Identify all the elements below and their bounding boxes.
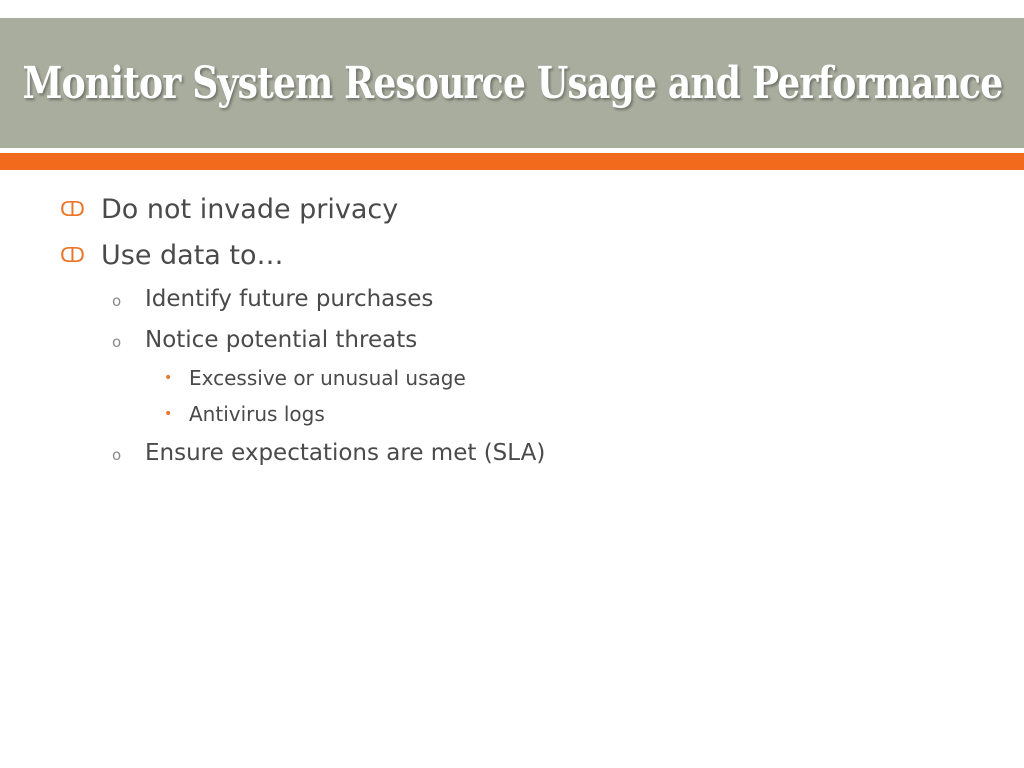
sub-bullet-text: Identify future purchases (145, 285, 434, 312)
sub-bullet-item (112, 432, 980, 473)
swirl-bullet-icon: ↀ (60, 197, 85, 221)
bullet-text: Do not invade privacy (101, 193, 399, 225)
sub-sub-bullet-text: Excessive or unusual usage (189, 366, 466, 390)
dot-bullet-icon: • (164, 406, 173, 422)
swirl-bullet-icon: ↀ (60, 243, 85, 267)
slide-title: Monitor System Resource Usage and Performance (22, 57, 1002, 109)
bullet-item (60, 186, 980, 232)
bullet-item (60, 232, 980, 278)
sub-bullet-text: Ensure expectations are met (SLA) (145, 439, 546, 466)
dot-bullet-icon: • (164, 370, 173, 386)
title-band (0, 18, 1024, 148)
sub-bullet-item (112, 278, 980, 319)
circle-bullet-icon: o (112, 291, 122, 310)
sub-bullet-item (112, 319, 980, 360)
sub-sub-bullet-item (164, 396, 980, 432)
sub-bullet-text: Notice potential threats (145, 326, 418, 353)
accent-stripe (0, 153, 1024, 170)
circle-bullet-icon: o (112, 332, 122, 351)
sub-sub-bullet-text: Antivirus logs (189, 402, 325, 426)
sub-sub-bullet-item (164, 360, 980, 396)
circle-bullet-icon: o (112, 445, 122, 464)
bullet-list (60, 186, 980, 473)
bullet-text: Use data to… (101, 239, 284, 271)
